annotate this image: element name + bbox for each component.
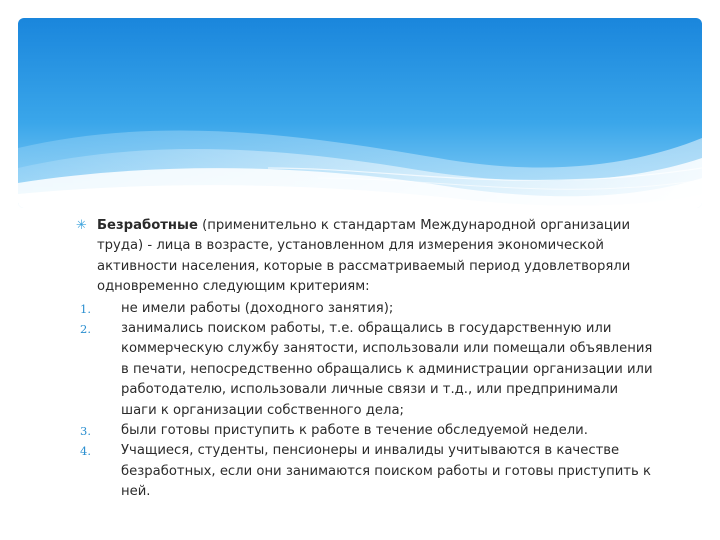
list-item-text: занимались поиском работы, т.е. обращались в государственную или коммерческую службу занятости, использовали или помещали объявления в печати, непосредственно обращались к администрации организации или работодателю, использовали личные связи и т.д., или предпринимали шаги к организации собственного дела; — [121, 321, 653, 418]
list-item — [76, 319, 656, 421]
asterisk-bullet-icon: ✳ — [76, 218, 87, 233]
list-item-text: были готовы приступить к работе в течение обследуемой недели. — [121, 423, 588, 439]
list-item-number: 1. — [80, 301, 91, 316]
list-item-text: не имели работы (доходного занятия); — [121, 300, 394, 316]
defined-term: Безработные — [97, 218, 198, 233]
list-item — [76, 421, 656, 441]
definition-text: (применительно к стандартам Международной организации труда) - лица в возрасте, установленном для измерения экономической активности населения, которые в рассматриваемый период удовлетворяли одновременно следующим критериям: — [97, 218, 631, 295]
header-wave-banner — [18, 18, 702, 208]
list-item-number: 4. — [80, 444, 91, 459]
definition-paragraph — [76, 216, 656, 298]
list-item-number: 2. — [80, 322, 91, 337]
list-item — [76, 441, 656, 502]
list-item — [76, 299, 656, 319]
criteria-list — [76, 299, 656, 503]
slide-body — [76, 216, 656, 503]
list-item-number: 3. — [80, 424, 91, 439]
list-item-text: Учащиеся, студенты, пенсионеры и инвалиды учитываются в качестве безработных, если они занимаются поиском работы и готовы приступить к ней. — [121, 443, 651, 500]
